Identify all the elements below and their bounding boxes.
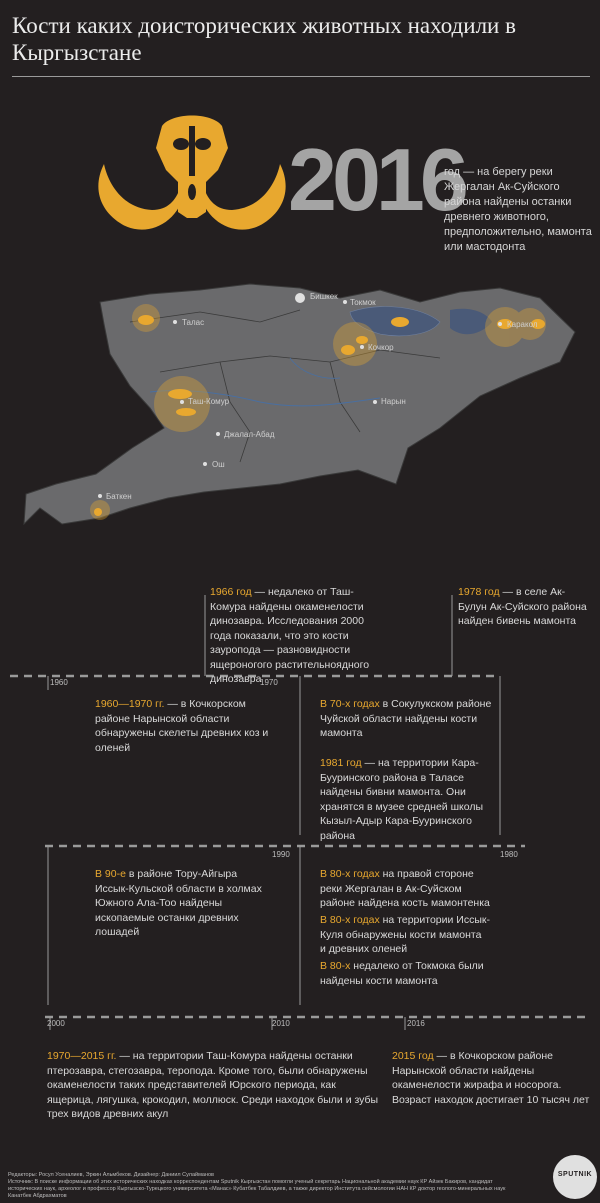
tick-2016: 2016: [407, 1019, 425, 1028]
map-city-karakol: Каракол: [507, 320, 538, 329]
timeline-event: 1966 год — недалеко от Таш-Комура найдены окаменелости динозавра. Исследования 2000 года показали, что это кости зауропода — разновидности ящероногого растительноядного динозавра: [210, 586, 370, 685]
tick-1960: 1960: [50, 678, 68, 687]
tick-1970: 1970: [260, 678, 278, 687]
city-dot-bishkek: [295, 293, 305, 303]
tick-2010: 2010: [272, 1019, 290, 1028]
timeline-event: В 80-х годах на правой стороне реки Жергалан в Ак-Суйском районе найдена кость мамонтенка: [320, 868, 490, 909]
timeline-event: 1978 год — в селе Ак-Булун Ак-Суйского района найден бивень мамонта: [458, 586, 587, 627]
timeline-event: В 80-х годах на территории Иссык-Куля обнаружены кости мамонта и древних оленей: [320, 914, 490, 955]
tick-1990: 1990: [272, 850, 290, 859]
map-city-talas: Талас: [182, 318, 205, 327]
page-title: Кости каких доисторических животных находили в Кыргызстане: [12, 13, 516, 65]
mammoth-skull-icon: [82, 108, 302, 243]
map-city-osh: Ош: [212, 460, 225, 469]
map-city-tash-komur: Таш-Комур: [188, 397, 230, 406]
sputnik-logo: SPUTNIK: [553, 1155, 597, 1199]
title-divider: [12, 76, 590, 77]
map-city-tokmok: Токмок: [350, 298, 376, 307]
timeline-event: В 90-е в районе Тору-Айгыра Иссык-Кульской области в холмах Южного Ала-Тоо найдены ископаемые останки древних лошадей: [95, 868, 262, 938]
timeline-event: 1960—1970 гг. — в Кочкорском районе Нарынской области обнаружены скелеты древних коз и оленей: [95, 698, 269, 754]
hero-year: 2016: [288, 130, 464, 229]
map-city-jalal-abad: Джалал-Абад: [224, 430, 275, 439]
hero-description: год — на берегу реки Жергалан Ак-Суйского района найдены останки древнего животного, предположительно, мамонта или мастодонта: [444, 166, 592, 253]
timeline-event: 1970—2015 гг. — на территории Таш-Комура найдены останки птерозавра, стегозавра, теропода. Кроме того, были обнаружены окаменелости таких представителей Юрского периода, как ящерица, лягушка, крокодил, моллюск. Среди находок были и зубы трех видов древних акул: [47, 1050, 379, 1120]
map-city-batken: Баткен: [106, 492, 132, 501]
tick-1980: 1980: [500, 850, 518, 859]
map-city-naryn: Нарын: [381, 397, 406, 406]
timeline-event: 1981 год — на территории Кара-Бууринского района в Таласе найдены бивни мамонта. Они хранятся в музее средней школы Кызыл-Адыр Кара-Бууринского района: [320, 757, 483, 842]
timeline-event: В 70-х годах в Сокулукском районе Чуйской области найдены кости мамонта: [320, 698, 492, 739]
map-city-kochkor: Кочкор: [368, 343, 394, 352]
footer-editors: Редакторы: Росул Усеналиев, Эркин Альмбеков. Дизайнер: Даниил Сулайманов: [8, 1172, 214, 1178]
map-city-bishkek: Бишкек: [310, 292, 338, 301]
timeline-event: 2015 год — в Кочкорском районе Нарынской области найдены окаменелости жирафа и носорога. Возраст находок достигает 10 тысяч лет: [392, 1050, 590, 1106]
timeline-event: В 80-х недалеко от Токмока были найдены кости мамонта: [320, 960, 484, 987]
footer-source: Источник: В поиске информации об этих исторических находках корреспондентам Sputnik Кыргызстан помогли ученый секретарь Национальной академии наук КР Айзек Бакиров, кандидат исторических наук, археолог и профессор Кыргызско-Турецкого университета «Манас» Кубатбек Табалдиев, а также директор Института сейсмологии НАН КР доктор геолого-минеральных наук Канатбек Абдрахматов: [8, 1179, 506, 1199]
footer-credits: [8, 1172, 528, 1200]
kyrgyzstan-map: [0, 262, 600, 582]
tick-2000: 2000: [47, 1019, 65, 1028]
